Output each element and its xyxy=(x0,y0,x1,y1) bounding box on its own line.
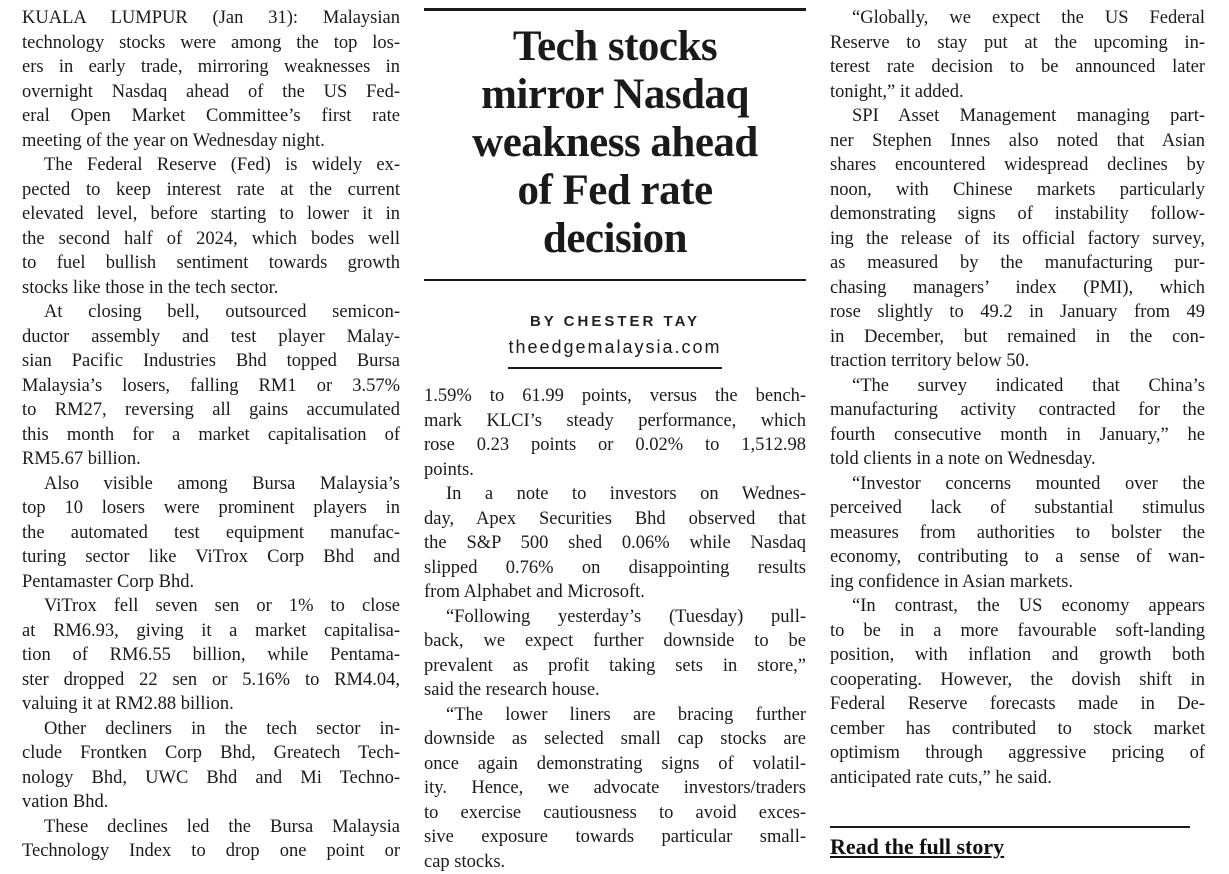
text-line: the second half of 2024, which bodes well xyxy=(22,227,400,252)
text-line: ers in early trade, mirroring weaknesses in xyxy=(22,55,400,80)
paragraph xyxy=(424,703,806,874)
headline-line: mirror Nasdaq xyxy=(424,71,806,119)
article-column-right xyxy=(830,6,1205,790)
source-link[interactable]: theedgemalaysia.com xyxy=(508,337,721,369)
text-line: to be in a more favourable soft-landing xyxy=(830,619,1205,644)
text-line: SPI Asset Management managing part- xyxy=(830,104,1205,129)
text-line: fourth consecutive month in January,” he xyxy=(830,423,1205,448)
text-line: measures from authorities to bolster the xyxy=(830,521,1205,546)
text-line: the automated test equipment manufac- xyxy=(22,521,400,546)
text-line: “The survey indicated that China’s xyxy=(830,374,1205,399)
article-column-left xyxy=(22,6,400,864)
text-line: told clients in a note on Wednesday. xyxy=(830,447,1205,472)
text-line: meeting of the year on Wednesday night. xyxy=(22,129,400,154)
text-line: Reserve to stay put at the upcoming in- xyxy=(830,31,1205,56)
article-column-middle xyxy=(424,0,806,874)
paragraph xyxy=(22,153,400,300)
text-line: ViTrox fell seven sen or 1% to close xyxy=(22,594,400,619)
text-line: to exercise cautiousness to avoid exces- xyxy=(424,801,806,826)
text-line: Also visible among Bursa Malaysia’s xyxy=(22,472,400,497)
text-line: KUALA LUMPUR (Jan 31): Malaysian xyxy=(22,6,400,31)
text-line: “Investor concerns mounted over the xyxy=(830,472,1205,497)
headline-line: decision xyxy=(424,215,806,263)
text-line: optimism through aggressive pricing of xyxy=(830,741,1205,766)
text-line: chasing managers’ index (PMI), which xyxy=(830,276,1205,301)
text-line: “Following yesterday’s (Tuesday) pull- xyxy=(424,605,806,630)
text-line: ductor assembly and test player Malay- xyxy=(22,325,400,350)
text-line: ity. Hence, we advocate investors/traders xyxy=(424,776,806,801)
text-line: stocks like those in the tech sector. xyxy=(22,276,400,301)
text-line: Other decliners in the tech sector in- xyxy=(22,717,400,742)
text-line: vation Bhd. xyxy=(22,790,400,815)
headline-line: weakness ahead xyxy=(424,119,806,167)
text-line: tonight,” it added. xyxy=(830,80,1205,105)
read-more-section xyxy=(830,826,1190,860)
text-line: this month for a market capitalisation of xyxy=(22,423,400,448)
text-line: clude Frontken Corp Bhd, Greatech Tech- xyxy=(22,741,400,766)
text-line: technology stocks were among the top los- xyxy=(22,31,400,56)
text-line: day, Apex Securities Bhd observed that xyxy=(424,507,806,532)
paragraph xyxy=(22,300,400,472)
read-more-link[interactable]: Read the full story xyxy=(830,834,1004,860)
text-line: back, we expect further downside to be xyxy=(424,629,806,654)
source-row xyxy=(424,337,806,369)
headline-line: Tech stocks xyxy=(424,23,806,71)
byline: BY CHESTER TAY xyxy=(424,313,806,330)
text-line: ster dropped 22 sen or 5.16% to RM4.04, xyxy=(22,668,400,693)
paragraph xyxy=(830,104,1205,374)
text-line: in December, but remained in the con- xyxy=(830,325,1205,350)
paragraph xyxy=(830,472,1205,595)
text-line: ner Stephen Innes also noted that Asian xyxy=(830,129,1205,154)
paragraph xyxy=(830,374,1205,472)
text-line: sive exposure towards particular small- xyxy=(424,825,806,850)
text-line: “Globally, we expect the US Federal xyxy=(830,6,1205,31)
article-column-middle-body xyxy=(424,384,806,874)
text-line: terest rate decision to be announced later xyxy=(830,55,1205,80)
article-headline xyxy=(424,23,806,263)
paragraph xyxy=(830,6,1205,104)
text-line: once again demonstrating signs of volatil- xyxy=(424,752,806,777)
text-line: “In contrast, the US economy appears xyxy=(830,594,1205,619)
text-line: Malaysia’s losers, falling RM1 or 3.57% xyxy=(22,374,400,399)
text-line: position, with inflation and growth both xyxy=(830,643,1205,668)
text-line: Technology Index to drop one point or xyxy=(22,839,400,864)
paragraph xyxy=(424,482,806,605)
text-line: points. xyxy=(424,458,806,483)
text-line: overnight Nasdaq ahead of the US Fed- xyxy=(22,80,400,105)
text-line: Pentamaster Corp Bhd. xyxy=(22,570,400,595)
text-line: the S&P 500 shed 0.06% while Nasdaq xyxy=(424,531,806,556)
paragraph xyxy=(830,594,1205,790)
text-line: noon, with Chinese markets particularly xyxy=(830,178,1205,203)
text-line: perceived lack of substantial stimulus xyxy=(830,496,1205,521)
text-line: ing the release of its official factory survey, xyxy=(830,227,1205,252)
text-line: rose slightly to 49.2 in January from 49 xyxy=(830,300,1205,325)
text-line: prevalent as profit taking sets in store,” xyxy=(424,654,806,679)
text-line: as measured by the manufacturing pur- xyxy=(830,251,1205,276)
text-line: said the research house. xyxy=(424,678,806,703)
text-line: These declines led the Bursa Malaysia xyxy=(22,815,400,840)
text-line: from Alphabet and Microsoft. xyxy=(424,580,806,605)
text-line: at RM6.93, giving it a market capitalisa- xyxy=(22,619,400,644)
text-line: cooperating. However, the dovish shift in xyxy=(830,668,1205,693)
text-line: 1.59% to 61.99 points, versus the bench- xyxy=(424,384,806,409)
text-line: shares encountered widespread declines by xyxy=(830,153,1205,178)
paragraph xyxy=(22,594,400,717)
headline-line: of Fed rate xyxy=(424,167,806,215)
paragraph xyxy=(22,717,400,815)
text-line: cap stocks. xyxy=(424,850,806,874)
text-line: mark KLCI’s steady performance, which xyxy=(424,409,806,434)
text-line: At closing bell, outsourced semicon- xyxy=(22,300,400,325)
text-line: Federal Reserve forecasts made in De- xyxy=(830,692,1205,717)
paragraph xyxy=(22,6,400,153)
headline-bottom-rule xyxy=(424,279,806,281)
text-line: In a note to investors on Wednes- xyxy=(424,482,806,507)
text-line: anticipated rate cuts,” he said. xyxy=(830,766,1205,791)
text-line: The Federal Reserve (Fed) is widely ex- xyxy=(22,153,400,178)
text-line: RM5.67 billion. xyxy=(22,447,400,472)
text-line: eral Open Market Committee’s first rate xyxy=(22,104,400,129)
text-line: tion of RM6.55 billion, while Pentama- xyxy=(22,643,400,668)
paragraph xyxy=(22,815,400,864)
text-line: cember has contributed to stock market xyxy=(830,717,1205,742)
text-line: to fuel bullish sentiment towards growth xyxy=(22,251,400,276)
text-line: manufacturing activity contracted for the xyxy=(830,398,1205,423)
text-line: downside as selected small cap stocks are xyxy=(424,727,806,752)
text-line: traction territory below 50. xyxy=(830,349,1205,374)
headline-top-rule xyxy=(424,8,806,11)
text-line: slipped 0.76% on disappointing results xyxy=(424,556,806,581)
text-line: “The lower liners are bracing further xyxy=(424,703,806,728)
text-line: nology Bhd, UWC Bhd and Mi Techno- xyxy=(22,766,400,791)
text-line: top 10 losers were prominent players in xyxy=(22,496,400,521)
text-line: economy, contributing to a sense of wan- xyxy=(830,545,1205,570)
paragraph xyxy=(424,384,806,482)
paragraph xyxy=(22,472,400,595)
text-line: ing confidence in Asian markets. xyxy=(830,570,1205,595)
text-line: demonstrating signs of instability follow- xyxy=(830,202,1205,227)
text-line: rose 0.23 points or 0.02% to 1,512.98 xyxy=(424,433,806,458)
text-line: elevated level, before starting to lower it in xyxy=(22,202,400,227)
text-line: sian Pacific Industries Bhd topped Bursa xyxy=(22,349,400,374)
text-line: to RM27, reversing all gains accumulated xyxy=(22,398,400,423)
text-line: pected to keep interest rate at the current xyxy=(22,178,400,203)
text-line: turing sector like ViTrox Corp Bhd and xyxy=(22,545,400,570)
text-line: valuing it at RM2.88 billion. xyxy=(22,692,400,717)
paragraph xyxy=(424,605,806,703)
